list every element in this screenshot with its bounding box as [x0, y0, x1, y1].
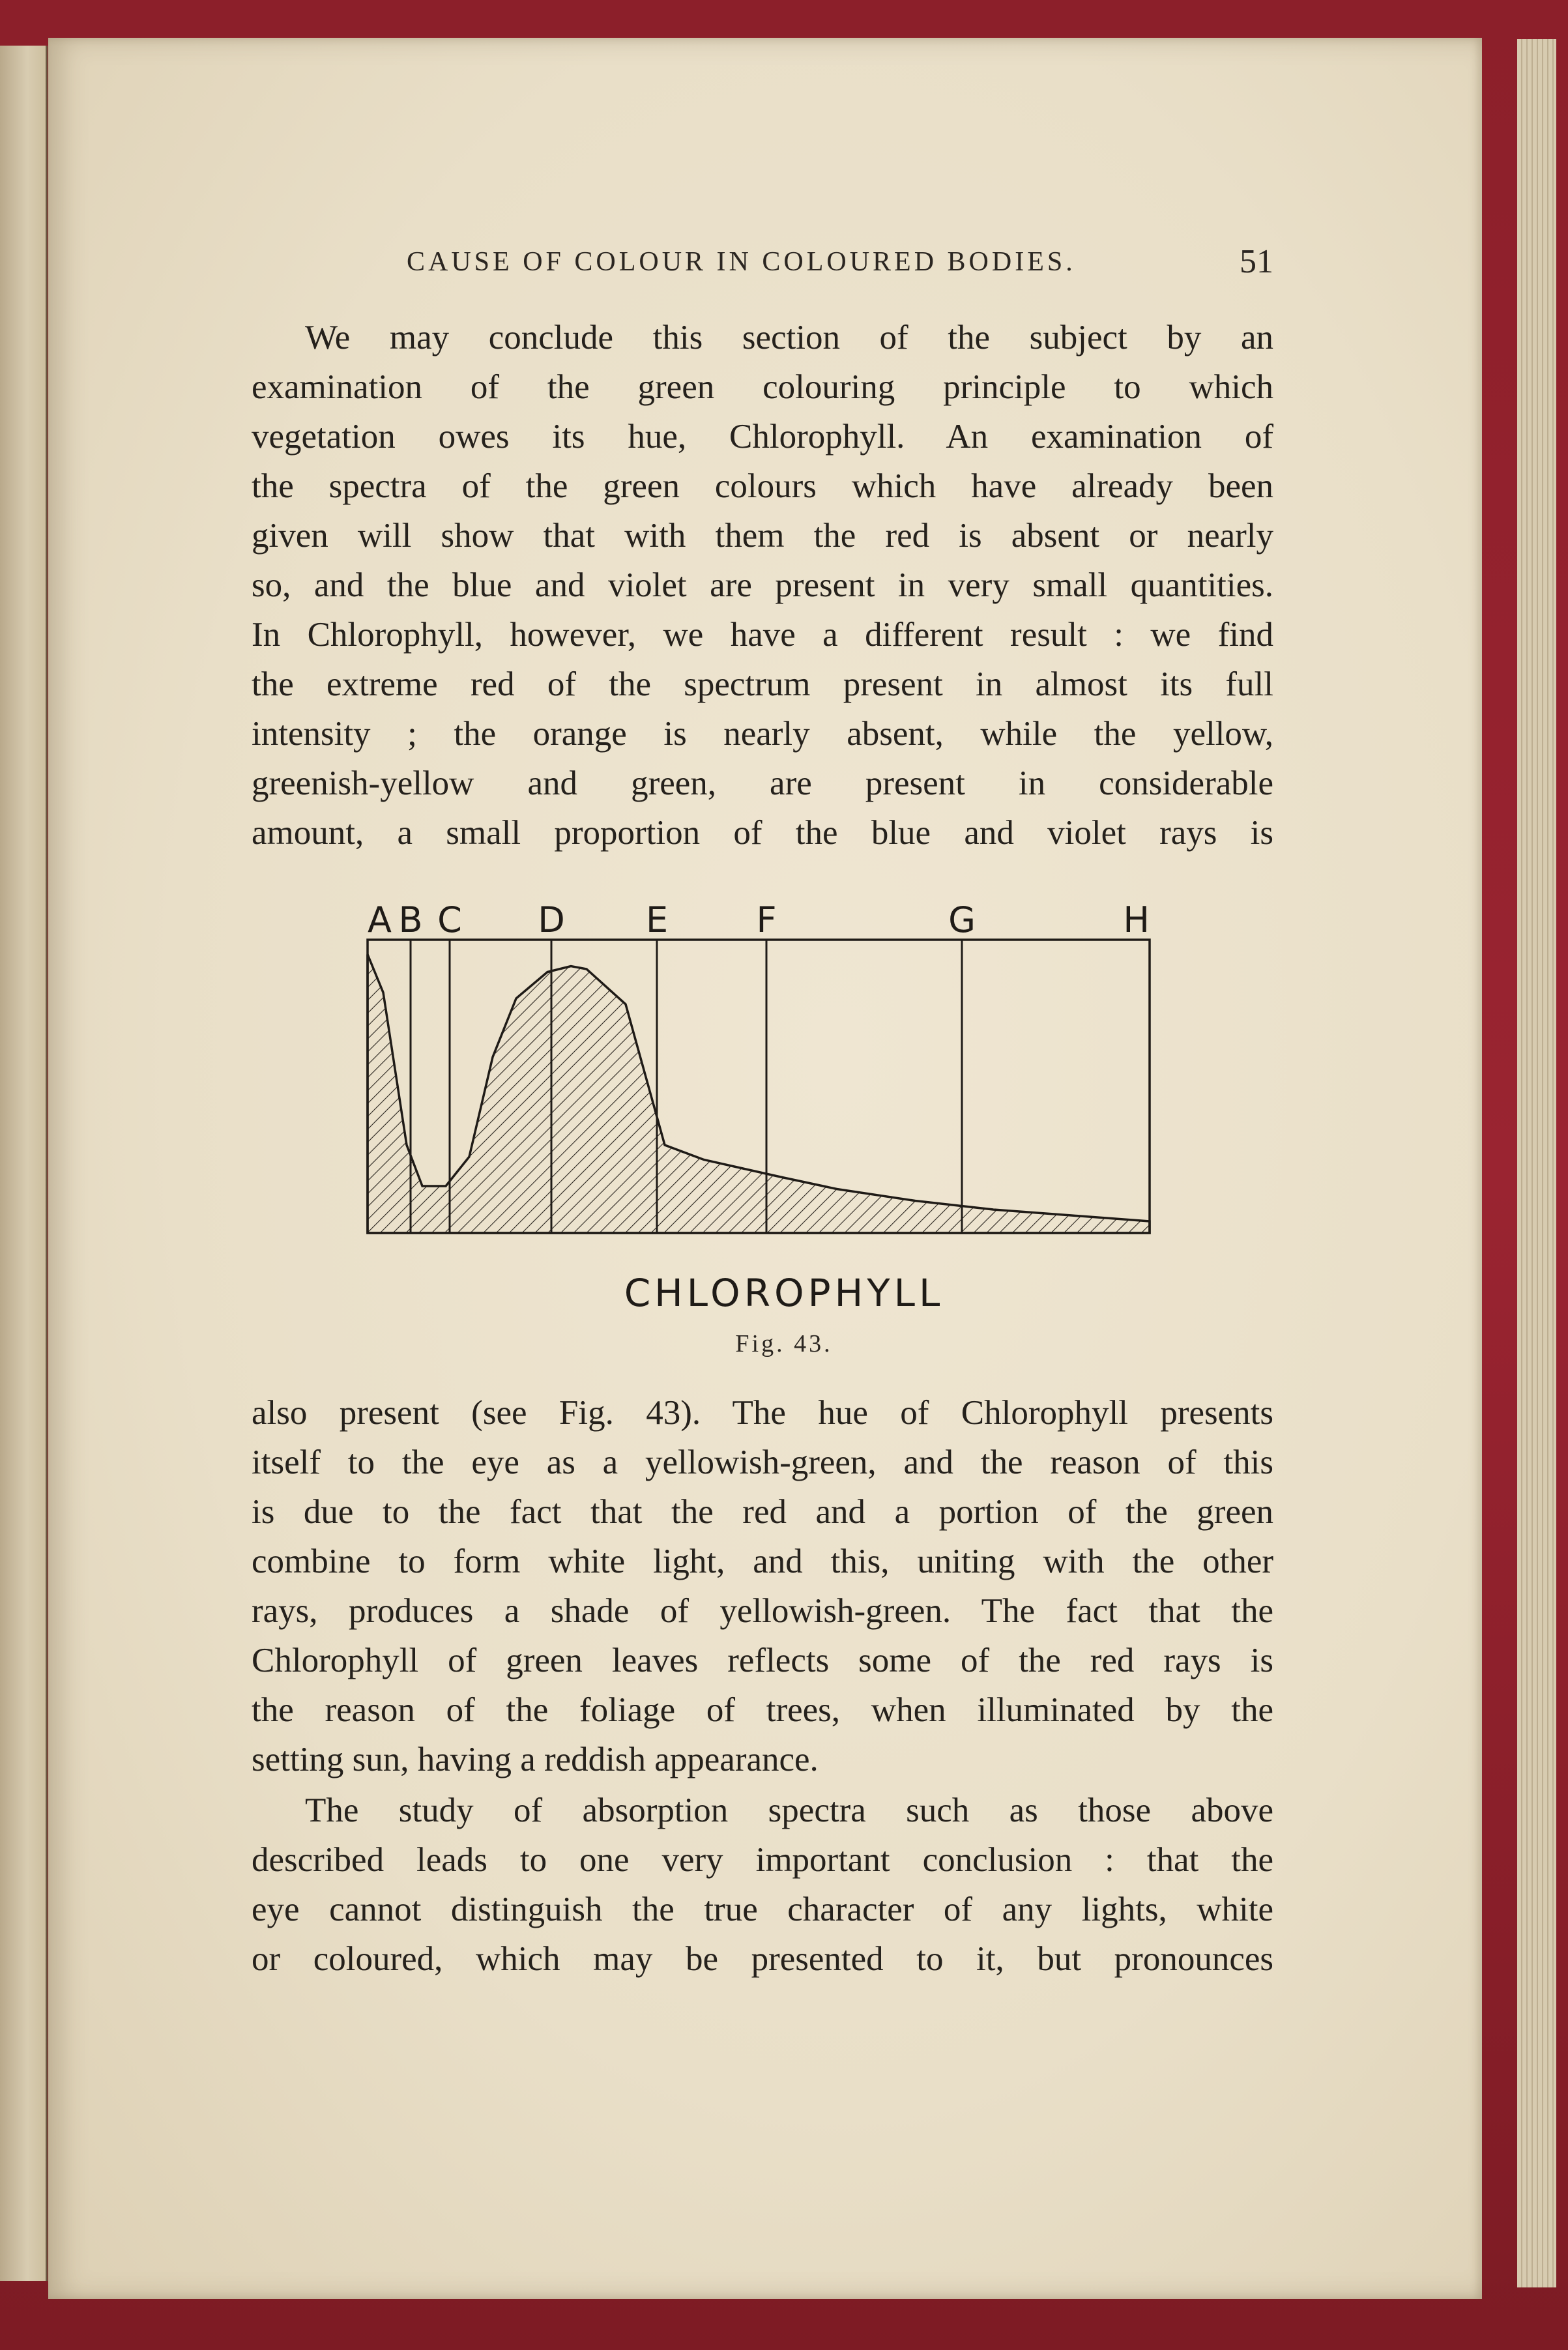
text-line: amount, a small proportion of the blue and violet rays is — [252, 814, 1273, 852]
text-line: the extreme red of the spectrum present in almost its full — [252, 665, 1273, 703]
text-line: the reason of the foliage of trees, when illuminated by the — [252, 1691, 1273, 1729]
spectral-label-a: A — [368, 899, 392, 940]
absorption-area — [368, 955, 1150, 1234]
running-head-title: CAUSE OF COLOUR IN COLOURED BODIES. — [407, 247, 1076, 277]
text-line: Chlorophyll of green leaves reflects some of the red rays is — [252, 1642, 1273, 1679]
text-line: the spectra of the green colours which have already been — [252, 467, 1273, 505]
chlorophyll-spectrum-figure — [352, 899, 1173, 1264]
text-line: We may conclude this section of the subject by an — [305, 319, 1273, 356]
spectral-label-d: D — [538, 899, 565, 940]
text-line: The study of absorption spectra such as those above — [305, 1792, 1273, 1829]
text-line: vegetation owes its hue, Chlorophyll. An examination of — [252, 418, 1273, 456]
text-line: or coloured, which may be presented to it, but pronounces — [252, 1940, 1273, 1978]
spectral-label-b: B — [398, 899, 423, 940]
paragraph-2 — [252, 1388, 1273, 1784]
text-line: given will show that with them the red is absent or nearly — [252, 517, 1273, 555]
figure-label: Fig. 43. — [735, 1330, 833, 1357]
page-number: 51 — [1240, 243, 1273, 280]
spectral-label-g: G — [948, 899, 976, 940]
text-line: also present (see Fig. 43). The hue of Chlorophyll presents — [252, 1394, 1273, 1432]
spectral-label-e: E — [645, 899, 669, 940]
text-line: rays, produces a shade of yellowish-green. The fact that the — [252, 1592, 1273, 1630]
spectral-label-h: H — [1123, 899, 1150, 940]
text-line: intensity ; the orange is nearly absent, while the yellow, — [252, 715, 1273, 753]
text-line: combine to form white light, and this, uniting with the other — [252, 1543, 1273, 1580]
figure-title: CHLOROPHYLL — [624, 1271, 944, 1315]
text-line: eye cannot distinguish the true character of any lights, white — [252, 1891, 1273, 1928]
text-line: In Chlorophyll, however, we have a different result : we find — [252, 616, 1273, 654]
text-line: so, and the blue and violet are present in very small quantities. — [252, 566, 1273, 604]
spectral-label-c: C — [437, 899, 462, 940]
page-stack-edge — [1517, 39, 1556, 2287]
paragraph-1 — [252, 313, 1273, 858]
text-line: examination of the green colouring principle to which — [252, 368, 1273, 406]
text-line: greenish-yellow and green, are present in considerable — [252, 764, 1273, 802]
previous-page-edge — [0, 46, 48, 2281]
text-line: setting sun, having a reddish appearance. — [252, 1741, 819, 1778]
paragraph-3 — [252, 1786, 1273, 1984]
text-line: is due to the fact that the red and a portion of the green — [252, 1493, 1273, 1531]
spectral-label-f: F — [756, 899, 777, 940]
running-head — [407, 243, 1273, 285]
text-line: itself to the eye as a yellowish-green, and the reason of this — [252, 1443, 1273, 1481]
text-line: described leads to one very important conclusion : that the — [252, 1841, 1273, 1879]
